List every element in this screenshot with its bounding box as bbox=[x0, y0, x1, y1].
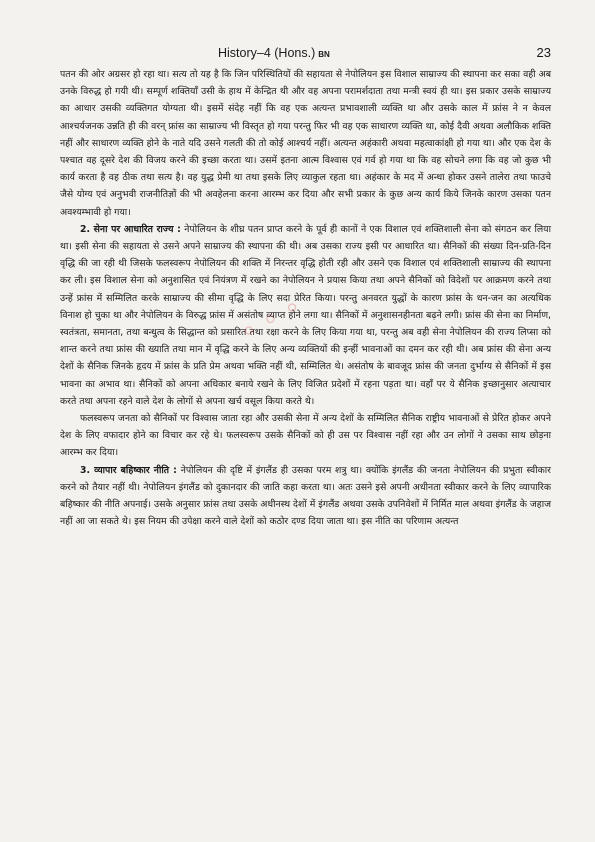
page-number: 23 bbox=[536, 45, 551, 60]
book-title: History–4 (Hons.) bbox=[218, 46, 316, 60]
running-head bbox=[218, 46, 330, 60]
paragraph-2 bbox=[60, 221, 551, 410]
watermark: ◦ ◦ ◦ bbox=[234, 287, 308, 350]
section-heading-trade-boycott: 3. व्यापार बहिष्कार नीति : bbox=[80, 464, 177, 476]
section-heading-army: 2. सेना पर आधारित राज्य : bbox=[80, 223, 181, 235]
paragraph-text: फलस्वरूप जनता को सैनिकों पर विश्वास जाता रहा और उसकी सेना में अन्य देशों के सम्मिलित सैनिक राष्ट्रीय भावनाओं से प्रेरित होकर अपने देश के लिए वफादार होने का विचार कर रहे थे। फलस्वरूप उसके सैनिकों को ही उस पर विश्वास नहीं रहा और उन लोगों ने उसका साथ छोड़ना आरम्भ कर दिया। bbox=[60, 413, 551, 459]
paragraph-text: नेपोलियन के शीघ्र पतन प्राप्त करने के पूर्व ही कानों ने एक विशाल एवं शक्तिशाली सेना को संगठन कर लिया था। इसी सेना की सहायता से उसने अपने साम्राज्य की स्थापना की थी। अब उसका राज्य इसी पर आधारित था। सैनिकों की संख्या दिन-प्रति-दिन वृद्धि की जा रही थी जिसके फलस्वरूप नेपोलियन की शक्ति में निरन्तर वृद्धि होती रही और उसने एक विशाल एवं शक्तिशाली साम्राज्य की स्थापना कर ली। इस विशाल सेना को अनुशासित एवं नियंत्रण में रखने का नेपोलियन ने प्रयास किया तथा अपने सैनिकों को विदेशों पर आक्रमण करने तथा उन्हें फ्रांस में सम्मिलित करके साम्राज्य की सीमा वृद्धि के लिए सदा प्रेरित किया। परन्तु अनवरत युद्धों के कारण फ्रांस के धन-जन का अत्यधिक विनाश हो चुका था और नेपोलियन के विरुद्ध फ्रांस में असंतोष व्याप्त होने लगा था। सैनिकों में अनुशासनहीनता बढ़ने लगी। फ्रांस की सेना का निर्माण, स्वतंत्रता, समानता, तथा बन्धुत्व के सिद्धान्त को प्रसारित तथा रक्षा करने के लिए किया गया था, परन्तु अब वही सेना नेपोलियन की राज्य लिप्सा को शान्त करने तथा फ्रांस की ख्याति तथा मान में वृद्धि करने के लिए अन्य व्यक्तियों की इन्हीं भावनाओं का दमन कर रही थी। अब फ्रांस की सेना अन्य देशों के सैनिक जिनके हृदय में फ्रांस के प्रति प्रेम अथवा भक्ति नहीं थी, सम्मिलित थे। असंतोष के बावजूद फ्रांस की जनता दुर्भाग्य से सैनिकों में इस भावना का अभाव था। सैनिकों को अपना अधिकार बनाये रखने के लिए विजित प्रदेशों में रहना पड़ता था। वहाँ पर ये सैनिक इच्छानुसार अत्याचार करते तथा अपना रहने वाले देश के लोगों से अपना खर्च वसूल किया करते थे। bbox=[60, 223, 551, 407]
paragraph-1 bbox=[60, 66, 551, 221]
edition-code: BN bbox=[318, 50, 330, 59]
page-header bbox=[60, 40, 551, 64]
page-body bbox=[60, 66, 551, 530]
paragraph-text: पतन की ओर अग्रसर हो रहा था। सत्य तो यह है कि जिन परिस्थितियों की सहायता से नेपोलियन इस विशाल साम्राज्य की स्थापना कर सका वही अब उनके विरुद्ध हो गयी थी। सम्पूर्ण शक्तियाँ उसी के हाथ में केन्द्रित थी और वह अपना परामर्शदाता तथा मन्त्री स्वयं ही था। इस प्रकार उसके साम्राज्य का आधार उसकी व्यक्तिगत योग्यता थी। इसमें संदेह नहीं कि वह एक अत्यन्त प्रभावशाली व्यक्ति था और उसके काल में फ्रांस ने न केवल आश्चर्यजनक उन्नति ही की वरन् फ्रांस का साम्राज्य भी विस्तृत हो गया परन्तु फिर भी वह एक साधारण व्यक्ति था, कोई दैवी अथवा अलौकिक शक्ति नहीं और साधारण व्यक्ति होने के नाते यदि उसने गलती की तो कोई आश्चर्य नहीं। अत्यन्त अहंकारी अथवा महत्वाकांक्षी हो गया था। और एक देश के पश्चात वह दूसरे देश की विजय करने की इच्छा करता था। उसमें इतना आत्म विश्वास एवं गर्व हो गया था कि वह सोचने लगा कि वह जो कुछ भी कार्य करता है वह ठीक तथा सत्य है। वह युद्ध प्रेमी था तथा इसके लिए व्याकुल रहता था। अहंकार के मद में अन्धा होकर उसने तालेरा तथा फाउचे जैसे योग्य एवं अनुभवी राजनीतिज्ञों की भी अवहेलना करना आरम्भ कर दिया और सभी प्रकार के कुछ अन्य कार्य किये जिनके कारण उसका पतन अवश्यम्भावी हो गया। bbox=[60, 69, 551, 218]
paragraph-3 bbox=[60, 410, 551, 462]
paragraph-text: नेपोलियन की दृष्टि में इंगलैंड ही उसका परम शत्रु था। क्योंकि इंगलैंड की जनता नेपोलियन की प्रभुता स्वीकार करने को तैयार नहीं थी। नेपोलियन इंगलैंड को दुकानदार की जाति कहा करता था। अतः उसने इसे अपनी अधीनता स्वीकार करने के लिए व्यापारिक बहिष्कार की नीति अपनाई। उसके अनुसार फ्रांस तथा उसके अधीनस्थ देशों में इंगलैंड अथवा उसके उपनिवेशों में निर्मित माल अथवा इंगलैंड के जहाज नहीं आ जा सकते थे। इस नियम की उपेक्षा करने वाले देशों को कठोर दण्ड दिया जाता था। इस नीति का परिणाम अत्यन्त bbox=[60, 464, 551, 528]
paragraph-4 bbox=[60, 462, 551, 531]
